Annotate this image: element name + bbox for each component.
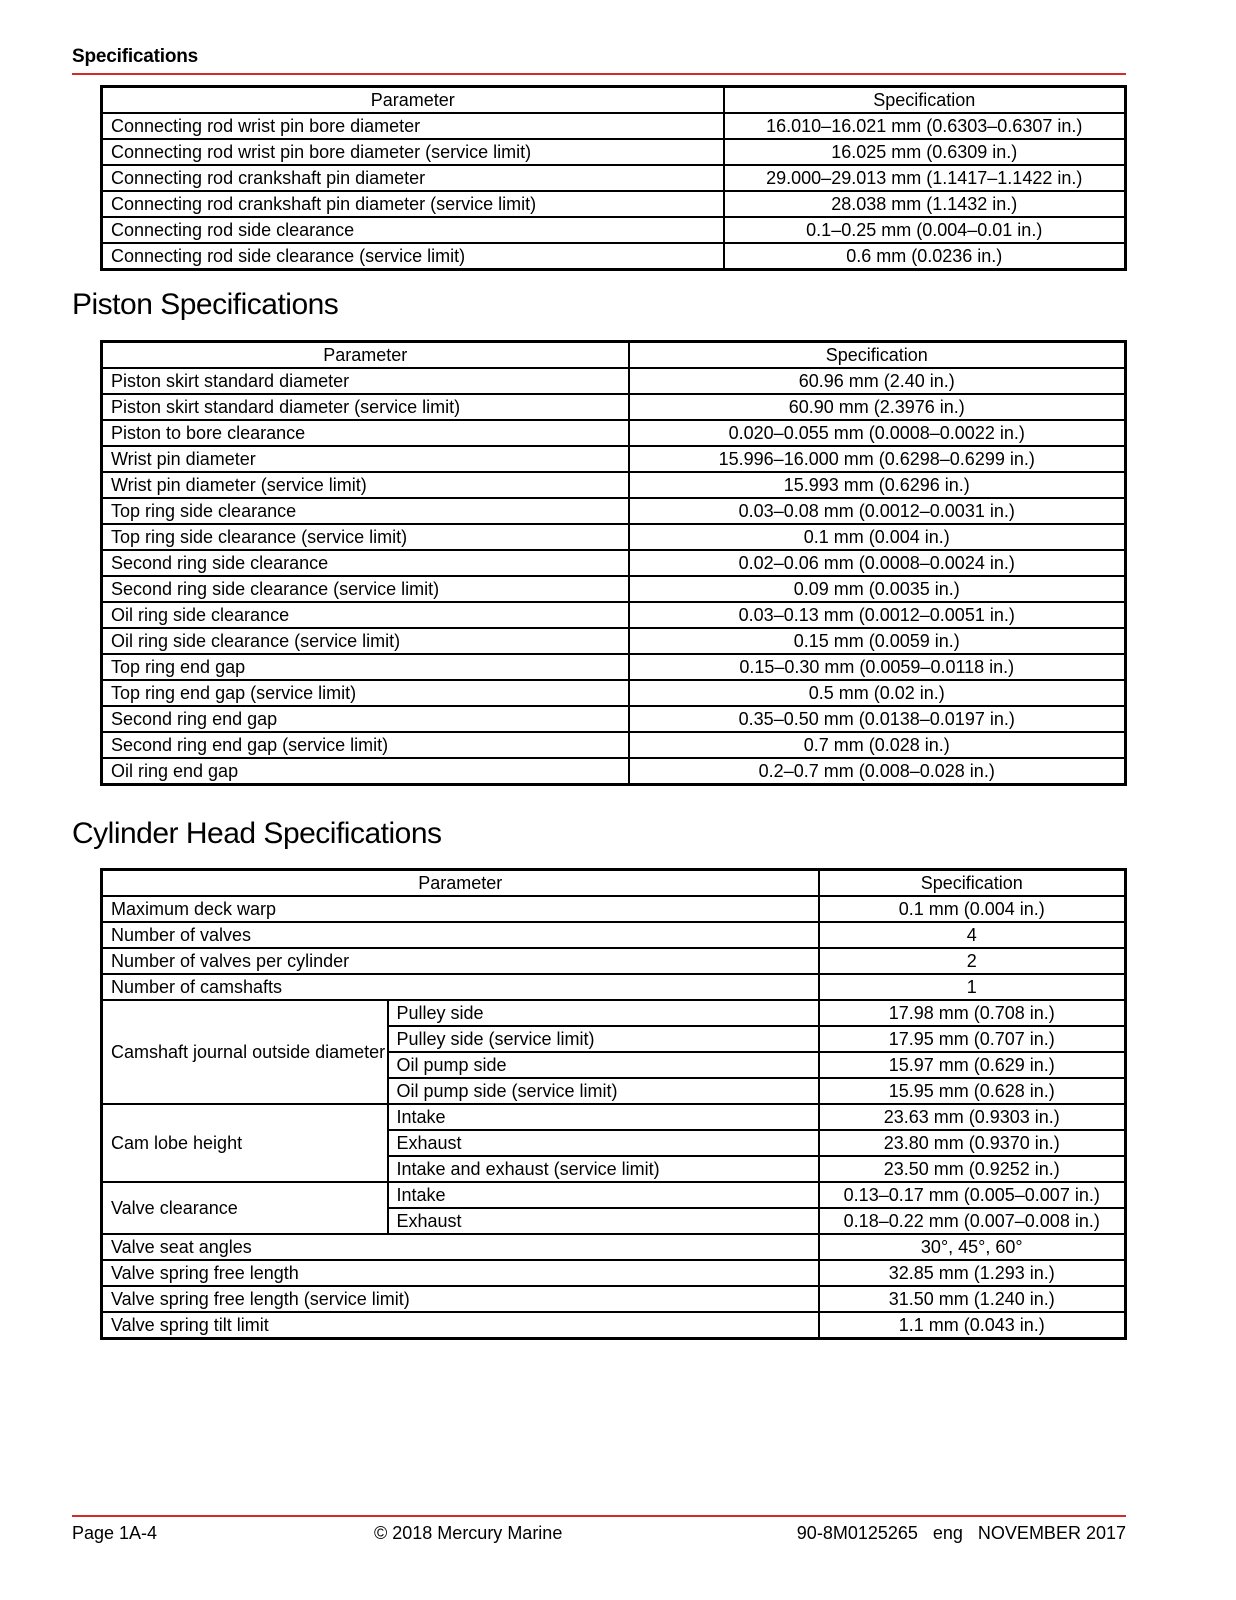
parameter-cell: Second ring side clearance bbox=[102, 550, 629, 576]
footer-page-number: Page 1A-4 bbox=[72, 1523, 158, 1543]
parameter-cell: Valve spring tilt limit bbox=[102, 1312, 819, 1339]
parameter-cell: Connecting rod wrist pin bore diameter bbox=[102, 113, 724, 139]
specification-cell: 0.1–0.25 mm (0.004–0.01 in.) bbox=[724, 217, 1126, 243]
table-row bbox=[102, 602, 1126, 628]
specification-cell: 0.13–0.17 mm (0.005–0.007 in.) bbox=[819, 1182, 1126, 1208]
parameter-cell: Top ring end gap (service limit) bbox=[102, 680, 629, 706]
table-row bbox=[102, 1234, 1126, 1260]
table-row bbox=[102, 706, 1126, 732]
specification-cell: 0.5 mm (0.02 in.) bbox=[629, 680, 1126, 706]
sub-parameter-cell: Exhaust bbox=[388, 1208, 819, 1234]
specification-cell: 0.35–0.50 mm (0.0138–0.0197 in.) bbox=[629, 706, 1126, 732]
group-label-cell: Camshaft journal outside diameter bbox=[102, 1000, 388, 1104]
table-row bbox=[102, 1104, 1126, 1130]
column-header-parameter: Parameter bbox=[102, 87, 724, 114]
column-header-specification: Specification bbox=[724, 87, 1126, 114]
specification-cell: 0.7 mm (0.028 in.) bbox=[629, 732, 1126, 758]
specification-cell: 23.80 mm (0.9370 in.) bbox=[819, 1130, 1126, 1156]
specification-cell: 0.15 mm (0.0059 in.) bbox=[629, 628, 1126, 654]
parameter-cell: Second ring end gap bbox=[102, 706, 629, 732]
column-header-specification: Specification bbox=[819, 870, 1126, 897]
table-row bbox=[102, 680, 1126, 706]
parameter-cell: Piston skirt standard diameter (service limit) bbox=[102, 394, 629, 420]
parameter-cell: Second ring side clearance (service limit) bbox=[102, 576, 629, 602]
table-row bbox=[102, 1182, 1126, 1208]
specification-cell: 0.2–0.7 mm (0.008–0.028 in.) bbox=[629, 758, 1126, 785]
parameter-cell: Oil ring end gap bbox=[102, 758, 629, 785]
parameter-cell: Valve spring free length bbox=[102, 1260, 819, 1286]
sub-parameter-cell: Intake bbox=[388, 1182, 819, 1208]
table-header-row bbox=[102, 87, 1126, 114]
footer-document-id: 90-8M0125265 eng NOVEMBER 2017 bbox=[796, 1523, 1126, 1543]
parameter-cell: Top ring side clearance bbox=[102, 498, 629, 524]
parameter-cell: Wrist pin diameter bbox=[102, 446, 629, 472]
table-row bbox=[102, 654, 1126, 680]
connecting-rod-spec-table bbox=[100, 85, 1127, 271]
table-row bbox=[102, 1000, 1126, 1026]
specification-cell: 4 bbox=[819, 922, 1126, 948]
table-row bbox=[102, 394, 1126, 420]
column-header-specification: Specification bbox=[629, 342, 1126, 369]
parameter-cell: Valve spring free length (service limit) bbox=[102, 1286, 819, 1312]
parameter-cell: Oil ring side clearance bbox=[102, 602, 629, 628]
group-label-cell: Valve clearance bbox=[102, 1182, 388, 1234]
column-header-parameter: Parameter bbox=[102, 870, 819, 897]
parameter-cell: Piston to bore clearance bbox=[102, 420, 629, 446]
parameter-cell: Number of camshafts bbox=[102, 974, 819, 1000]
parameter-cell: Top ring end gap bbox=[102, 654, 629, 680]
parameter-cell: Connecting rod side clearance (service limit) bbox=[102, 243, 724, 270]
table-row bbox=[102, 113, 1126, 139]
specification-cell: 17.95 mm (0.707 in.) bbox=[819, 1026, 1126, 1052]
sub-parameter-cell: Oil pump side bbox=[388, 1052, 819, 1078]
specification-cell: 30°, 45°, 60° bbox=[819, 1234, 1126, 1260]
footer-rule bbox=[72, 1515, 1126, 1517]
specification-cell: 32.85 mm (1.293 in.) bbox=[819, 1260, 1126, 1286]
table-row bbox=[102, 922, 1126, 948]
table-row bbox=[102, 1260, 1126, 1286]
specification-cell: 1.1 mm (0.043 in.) bbox=[819, 1312, 1126, 1339]
parameter-cell: Valve seat angles bbox=[102, 1234, 819, 1260]
specification-cell: 15.996–16.000 mm (0.6298–0.6299 in.) bbox=[629, 446, 1126, 472]
parameter-cell: Piston skirt standard diameter bbox=[102, 368, 629, 394]
specification-cell: 0.02–0.06 mm (0.0008–0.0024 in.) bbox=[629, 550, 1126, 576]
specification-cell: 16.010–16.021 mm (0.6303–0.6307 in.) bbox=[724, 113, 1126, 139]
specification-cell: 15.97 mm (0.629 in.) bbox=[819, 1052, 1126, 1078]
specification-cell: 16.025 mm (0.6309 in.) bbox=[724, 139, 1126, 165]
table-row bbox=[102, 139, 1126, 165]
specification-cell: 60.90 mm (2.3976 in.) bbox=[629, 394, 1126, 420]
specification-cell: 29.000–29.013 mm (1.1417–1.1422 in.) bbox=[724, 165, 1126, 191]
table-row bbox=[102, 472, 1126, 498]
specification-cell: 31.50 mm (1.240 in.) bbox=[819, 1286, 1126, 1312]
table-row bbox=[102, 732, 1126, 758]
parameter-cell: Second ring end gap (service limit) bbox=[102, 732, 629, 758]
cylinder-head-section-title: Cylinder Head Specifications bbox=[72, 817, 442, 850]
column-header-parameter: Parameter bbox=[102, 342, 629, 369]
specification-cell: 23.63 mm (0.9303 in.) bbox=[819, 1104, 1126, 1130]
specification-cell: 0.1 mm (0.004 in.) bbox=[629, 524, 1126, 550]
sub-parameter-cell: Pulley side bbox=[388, 1000, 819, 1026]
specification-cell: 0.15–0.30 mm (0.0059–0.0118 in.) bbox=[629, 654, 1126, 680]
parameter-cell: Connecting rod wrist pin bore diameter (service limit) bbox=[102, 139, 724, 165]
parameter-cell: Top ring side clearance (service limit) bbox=[102, 524, 629, 550]
specification-cell: 0.03–0.08 mm (0.0012–0.0031 in.) bbox=[629, 498, 1126, 524]
table-row bbox=[102, 446, 1126, 472]
footer-copyright: © 2018 Mercury Marine bbox=[374, 1523, 563, 1543]
table-row bbox=[102, 165, 1126, 191]
piston-spec-table bbox=[100, 340, 1127, 786]
table-row bbox=[102, 1286, 1126, 1312]
parameter-cell: Maximum deck warp bbox=[102, 896, 819, 922]
parameter-cell: Number of valves per cylinder bbox=[102, 948, 819, 974]
table-row bbox=[102, 758, 1126, 785]
specification-cell: 15.993 mm (0.6296 in.) bbox=[629, 472, 1126, 498]
table-row bbox=[102, 243, 1126, 270]
specification-cell: 0.1 mm (0.004 in.) bbox=[819, 896, 1126, 922]
sub-parameter-cell: Intake and exhaust (service limit) bbox=[388, 1156, 819, 1182]
sub-parameter-cell: Exhaust bbox=[388, 1130, 819, 1156]
sub-parameter-cell: Pulley side (service limit) bbox=[388, 1026, 819, 1052]
table-header-row bbox=[102, 342, 1126, 369]
parameter-cell: Wrist pin diameter (service limit) bbox=[102, 472, 629, 498]
table-row bbox=[102, 550, 1126, 576]
table-row bbox=[102, 974, 1126, 1000]
table-row bbox=[102, 498, 1126, 524]
sub-parameter-cell: Intake bbox=[388, 1104, 819, 1130]
table-row bbox=[102, 1312, 1126, 1339]
specification-cell: 28.038 mm (1.1432 in.) bbox=[724, 191, 1126, 217]
specification-cell: 0.18–0.22 mm (0.007–0.008 in.) bbox=[819, 1208, 1126, 1234]
table-row bbox=[102, 217, 1126, 243]
table-row bbox=[102, 896, 1126, 922]
table-row bbox=[102, 948, 1126, 974]
specification-cell: 0.03–0.13 mm (0.0012–0.0051 in.) bbox=[629, 602, 1126, 628]
table-row bbox=[102, 191, 1126, 217]
specification-cell: 0.6 mm (0.0236 in.) bbox=[724, 243, 1126, 270]
table-row bbox=[102, 524, 1126, 550]
page-header-title: Specifications bbox=[72, 46, 199, 67]
parameter-cell: Connecting rod side clearance bbox=[102, 217, 724, 243]
header-rule bbox=[72, 73, 1126, 75]
parameter-cell: Connecting rod crankshaft pin diameter bbox=[102, 165, 724, 191]
specification-cell: 2 bbox=[819, 948, 1126, 974]
specification-cell: 60.96 mm (2.40 in.) bbox=[629, 368, 1126, 394]
sub-parameter-cell: Oil pump side (service limit) bbox=[388, 1078, 819, 1104]
specification-cell: 17.98 mm (0.708 in.) bbox=[819, 1000, 1126, 1026]
parameter-cell: Connecting rod crankshaft pin diameter (service limit) bbox=[102, 191, 724, 217]
specification-cell: 15.95 mm (0.628 in.) bbox=[819, 1078, 1126, 1104]
parameter-cell: Oil ring side clearance (service limit) bbox=[102, 628, 629, 654]
group-label-cell: Cam lobe height bbox=[102, 1104, 388, 1182]
specification-cell: 1 bbox=[819, 974, 1126, 1000]
table-row bbox=[102, 628, 1126, 654]
cylinder-head-spec-table bbox=[100, 868, 1127, 1340]
table-header-row bbox=[102, 870, 1126, 897]
table-row bbox=[102, 368, 1126, 394]
specification-cell: 0.09 mm (0.0035 in.) bbox=[629, 576, 1126, 602]
specification-cell: 0.020–0.055 mm (0.0008–0.0022 in.) bbox=[629, 420, 1126, 446]
table-row bbox=[102, 420, 1126, 446]
table-row bbox=[102, 576, 1126, 602]
specification-cell: 23.50 mm (0.9252 in.) bbox=[819, 1156, 1126, 1182]
parameter-cell: Number of valves bbox=[102, 922, 819, 948]
piston-section-title: Piston Specifications bbox=[72, 288, 339, 321]
